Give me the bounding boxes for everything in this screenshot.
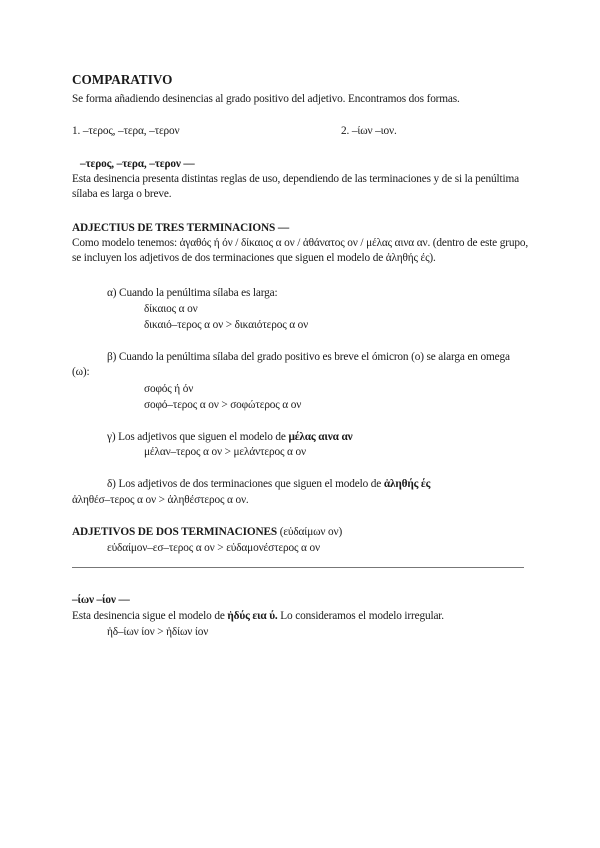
rule-delta-text: δ) Los adjetivos de dos terminaciones que siguen el modelo de [107,478,384,490]
dos-example-1: εὐδαίμον–εσ–τερος α ον > εὐδαμονέστερος α ον [107,542,320,554]
dos-heading-bold: ADJETIVOS DE DOS TERMINACIONES [72,526,278,538]
teros-heading: –τερος, –τερα, –τερον — [80,158,195,170]
delta-example-1: ἀληθέσ–τερος α ον > ἀληθέστερος α ον. [72,494,249,506]
rule-gamma [107,430,537,445]
ion-model: ἡδύς εια ύ. [227,610,278,622]
intro-paragraph: Se forma añadiendo desinencias al grado positivo del adjetivo. Encontramos dos formas. [72,93,460,105]
ion-example-1: ἡδ–ίων ίον > ἡδίων ίον [107,626,209,638]
alpha-example-2: δικαιό–τερος α ον > δικαιότερος α ον [144,319,309,331]
dos-heading [72,525,532,540]
rule-delta-model: ἀληθής ές [383,478,431,490]
beta-example-2: σοφό–τερος α ον > σοφώτερος α ον [144,399,302,411]
alpha-example-1: δίκαιος α ον [144,303,198,315]
option-one: 1. –τερος, –τερα, –τερον [72,125,180,137]
tres-heading: ADJECTIUS DE TRES TERMINACIONS — [72,222,290,234]
teros-paragraph: Esta desinencia presenta distintas reglas de uso, dependiendo de las terminaciones y de si la penúltima sílaba es larga o breve. [72,173,519,200]
rule-delta [107,477,537,492]
rule-beta: β) Cuando la penúltima sílaba del grado positivo es breve el ómicron (ο) se alarga en omega (ω): [72,351,510,378]
tres-model-paragraph: Como modelo tenemos: ἀγαθός ή όν / δίκαιος α ον / ἀθάνατος ον / μέλας αινα αν. (dentro de este grupo, se incluyen los adjetivos de dos terminaciones que siguen el modelo de ἀληθής ές). [72,237,529,264]
horizontal-divider [72,567,524,568]
section-title-comparativo: COMPARATIVO [72,72,173,87]
dos-heading-model: (εὐδαίμων ον) [277,526,343,538]
ion-text-pre: Esta desinencia sigue el modelo de [72,610,228,622]
gamma-example-1: μέλαν–τερος α ον > μελάντερος α ον [144,446,306,458]
option-two: 2. –ίων –ιον. [341,125,397,137]
ion-heading: –ίων –ίον — [72,594,130,606]
ion-paragraph [72,609,542,624]
rule-alpha: α) Cuando la penúltima sílaba es larga: [107,287,278,299]
rule-gamma-model: μέλας αινα αν [288,431,353,443]
ion-text-post: Lo consideramos el modelo irregular. [277,610,444,622]
beta-example-1: σοφός ή όν [144,383,194,395]
rule-gamma-text: γ) Los adjetivos que siguen el modelo de [107,431,289,443]
